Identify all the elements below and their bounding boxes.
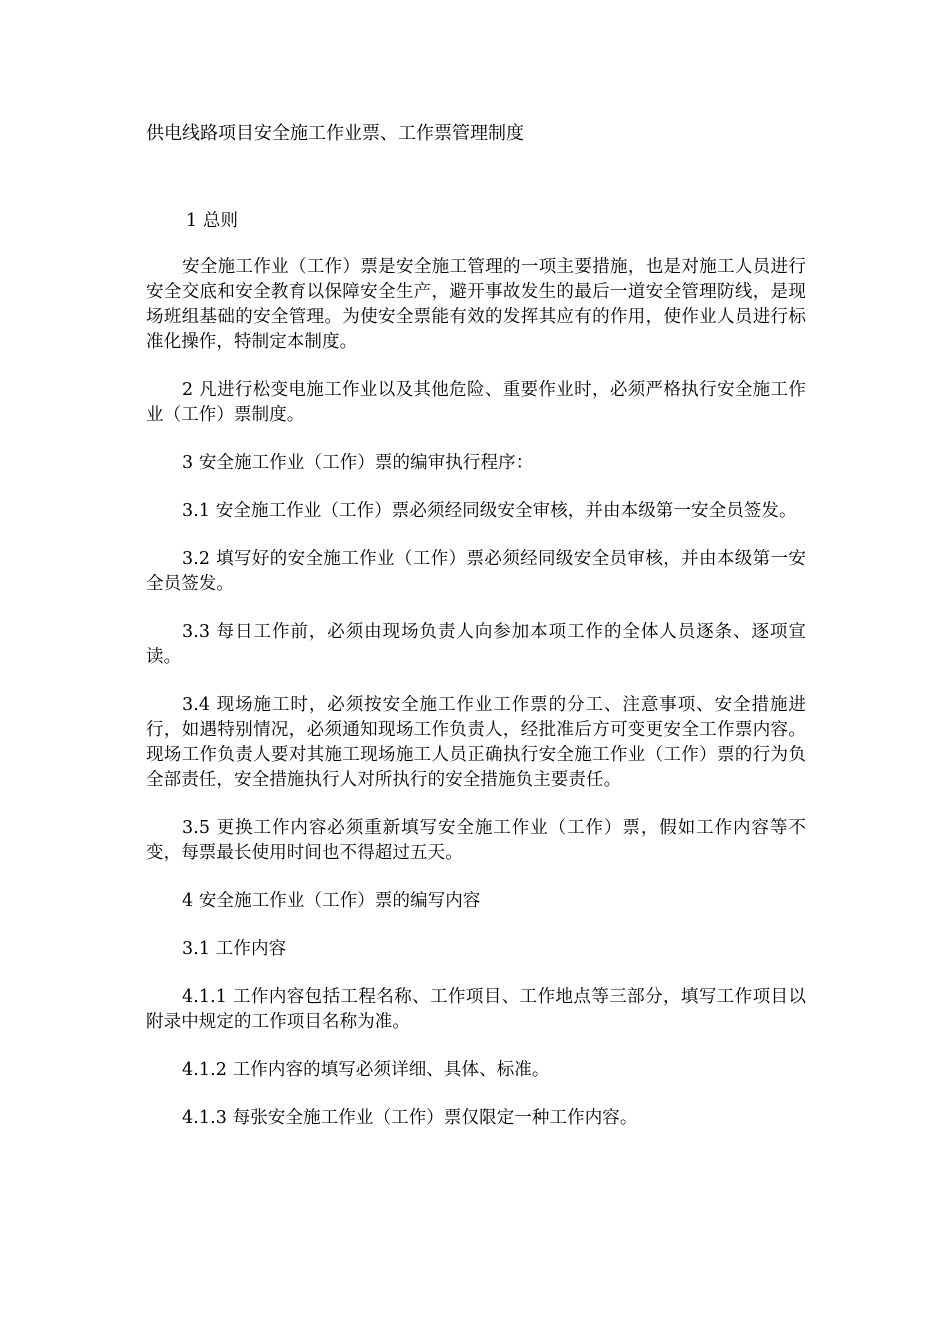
paragraph: 3.2 填写好的安全施工作业（工作）票必须经同级安全员审核，并由本级第一安全员签发。 (146, 549, 806, 594)
document-page (146, 121, 806, 1154)
document-title: 供电线路项目安全施工作业票、工作票管理制度 (146, 123, 524, 144)
paragraph: 2 凡进行松变电施工作业以及其他危险、重要作业时，必须严格执行安全施工作业（工作）票制度。 (146, 380, 806, 425)
paragraph: 3.3 每日工作前，必须由现场负责人向参加本项工作的全体人员逐条、逐项宣读。 (146, 622, 806, 667)
paragraph: 3.1 工作内容 (182, 939, 287, 959)
paragraph: 4 安全施工作业（工作）票的编写内容 (182, 891, 481, 911)
paragraph: 4.1.3 每张安全施工作业（工作）票仅限定一种工作内容。 (182, 1108, 638, 1128)
paragraph: 4.1.2 工作内容的填写必须详细、具体、标准。 (182, 1060, 550, 1080)
paragraph: 3.1 安全施工作业（工作）票必须经同级安全审核，并由本级第一安全员签发。 (182, 501, 797, 521)
paragraph: 3.4 现场施工时，必须按安全施工作业工作票的分工、注意事项、安全措施进行，如遇特别情况，必须通知现场工作负责人，经批准后方可变更安全工作票内容。现场工作负责人要对其施工现场施工人员正确执行安全施工作业（工作）票的行为负全部责任，安全措施执行人对所执行的安全措施负主要责任。 (146, 695, 806, 790)
section-heading-general: 1 总则 (186, 211, 239, 231)
paragraph: 3.5 更换工作内容必须重新填写安全施工作业（工作）票，假如工作内容等不变，每票最长使用时间也不得超过五天。 (146, 818, 806, 863)
paragraph: 4.1.1 工作内容包括工程名称、工作项目、工作地点等三部分，填写工作项目以附录中规定的工作项目名称为准。 (146, 987, 806, 1032)
paragraph: 安全施工作业（工作）票是安全施工管理的一项主要措施，也是对施工人员进行安全交底和安全教育以保障安全生产，避开事故发生的最后一道安全管理防线，是现场班组基础的安全管理。为使安全票能有效的发挥其应有的作用，使作业人员进行标准化操作，特制定本制度。 (146, 257, 806, 352)
paragraph: 3 安全施工作业（工作）票的编审执行程序： (182, 453, 534, 473)
